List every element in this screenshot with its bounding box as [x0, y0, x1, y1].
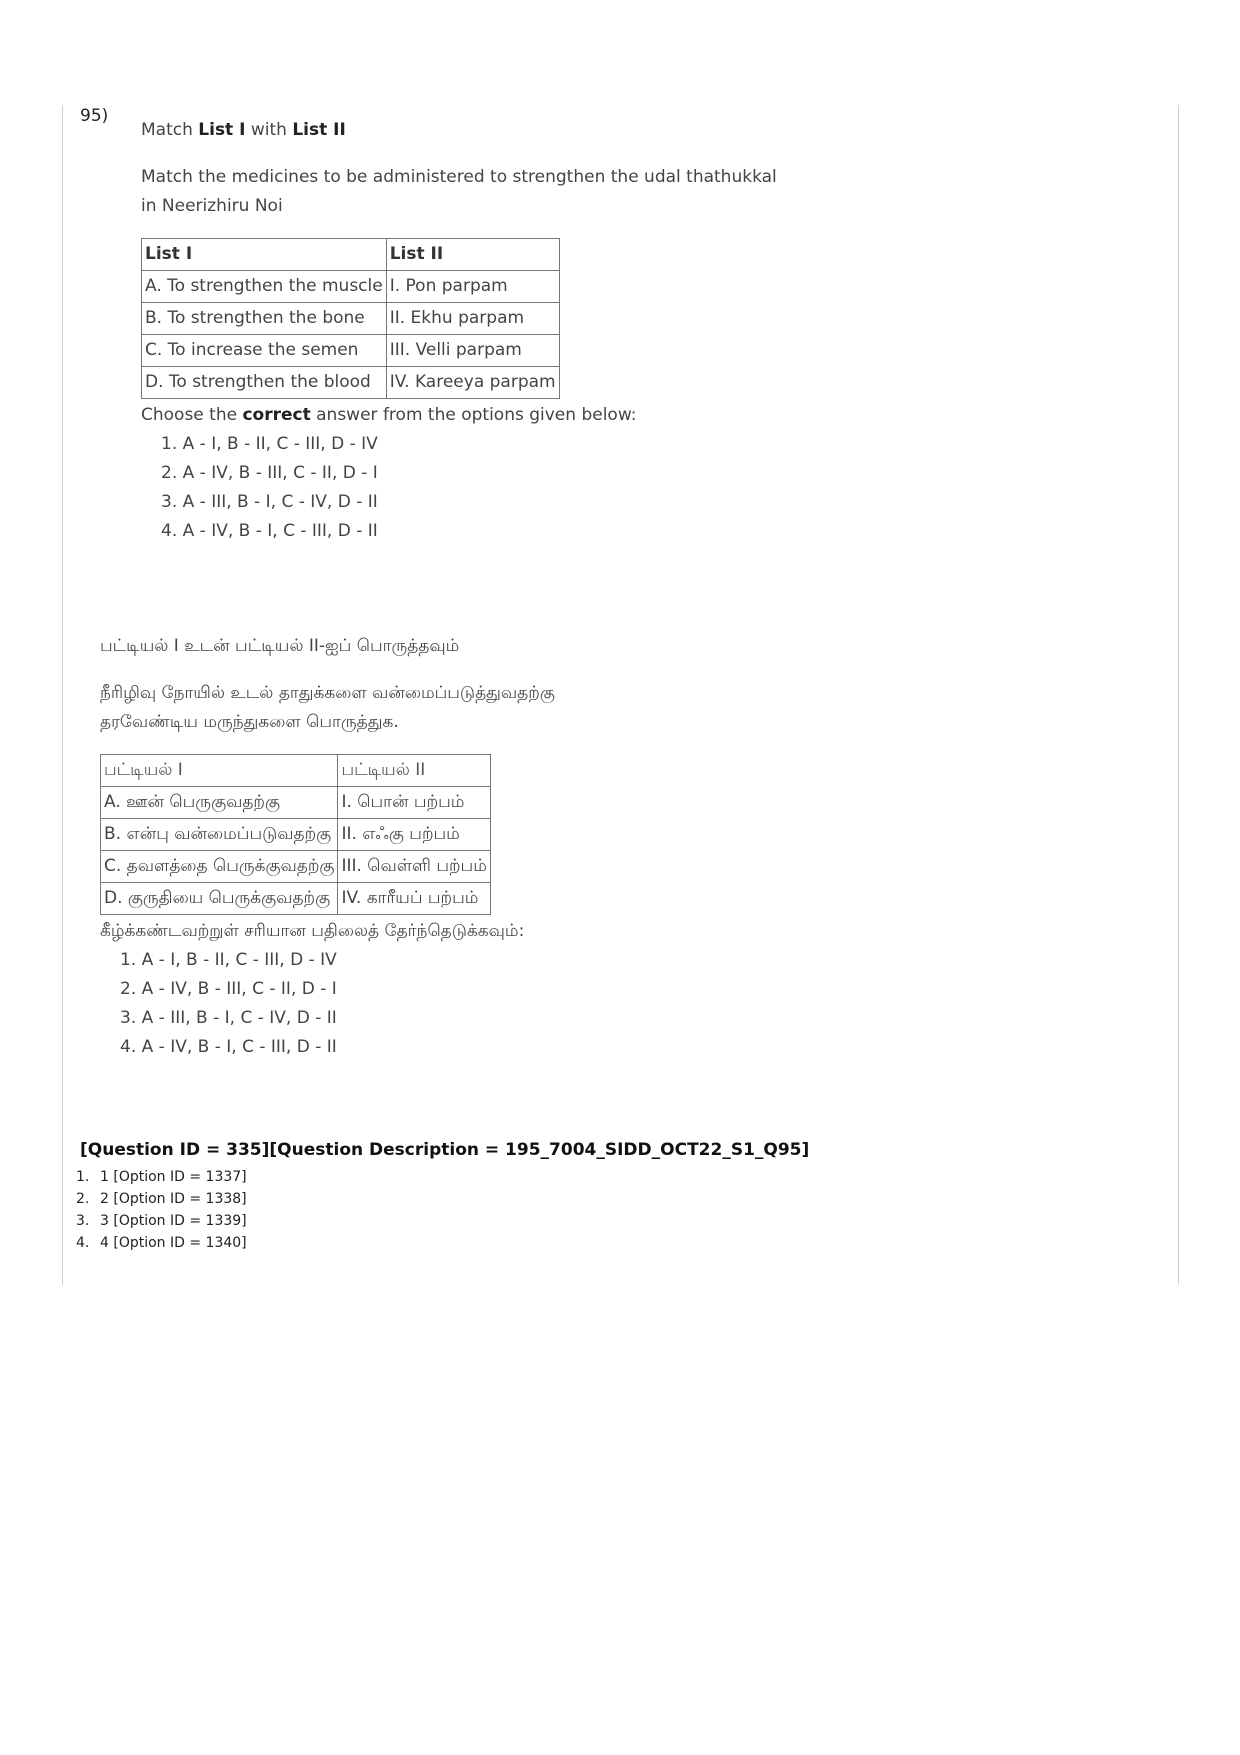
tamil-section — [100, 632, 820, 1062]
english-section — [141, 116, 841, 546]
table-cell: II. Ekhu parpam — [386, 303, 559, 335]
table-row — [142, 271, 560, 303]
table-cell: B. என்பு வன்மைப்படுவதற்கு — [101, 819, 338, 851]
question-meta: [Question ID = 335][Question Description = 195_7004_SIDD_OCT22_S1_Q95] — [80, 1140, 810, 1160]
tamil-heading: பட்டியல் I உடன் பட்டியல் II-ஐப் பொருத்தவும் — [100, 636, 460, 656]
table-cell: C. தவளத்தை பெருக்குவதற்கு — [101, 851, 338, 883]
table-cell: III. வெள்ளி பற்பம் — [338, 851, 490, 883]
answer-options-list — [76, 1166, 247, 1254]
table-cell: D. To strengthen the blood — [142, 367, 387, 399]
table-cell: C. To increase the semen — [142, 335, 387, 367]
table-cell: IV. Kareeya parpam — [386, 367, 559, 399]
choose-text: Choose the — [141, 405, 243, 425]
table-header-cell: List II — [386, 239, 559, 271]
heading-bold-list-ii: List II — [292, 120, 346, 140]
option-item: 3. A - III, B - I, C - IV, D - II — [161, 492, 378, 512]
answer-option — [76, 1188, 247, 1210]
table-row — [142, 303, 560, 335]
table-header-cell: பட்டியல் II — [338, 755, 490, 787]
table-cell: I. பொன் பற்பம் — [338, 787, 490, 819]
option-item: 1. A - I, B - II, C - III, D - IV — [120, 950, 337, 970]
table-cell: I. Pon parpam — [386, 271, 559, 303]
answer-text: 3 [Option ID = 1339] — [100, 1213, 247, 1229]
option-item: 4. A - IV, B - I, C - III, D - II — [120, 1037, 337, 1057]
option-item: 3. A - III, B - I, C - IV, D - II — [120, 1008, 337, 1028]
answer-number: 4. — [76, 1235, 90, 1251]
heading-text: with — [245, 120, 293, 140]
table-cell: B. To strengthen the bone — [142, 303, 387, 335]
heading-text: Match — [141, 120, 199, 140]
tamil-description — [100, 679, 820, 737]
frame-left-border — [62, 105, 63, 1285]
description-line: நீரிழிவு நோயில் உடல் தாதுக்களை வன்மைப்படுத்துவதற்கு — [100, 683, 555, 703]
choose-bold-correct: correct — [242, 405, 311, 425]
answer-number: 3. — [76, 1213, 90, 1229]
table-row — [101, 883, 491, 915]
table-header-row — [101, 755, 491, 787]
tamil-match-table — [100, 754, 491, 915]
option-item: 1. A - I, B - II, C - III, D - IV — [161, 434, 378, 454]
table-cell: A. ஊன் பெருகுவதற்கு — [101, 787, 338, 819]
table-cell: A. To strengthen the muscle — [142, 271, 387, 303]
option-item: 2. A - IV, B - III, C - II, D - I — [161, 463, 378, 483]
description-line: in Neerizhiru Noi — [141, 196, 283, 216]
frame-right-border — [1178, 105, 1179, 1285]
answer-text: 1 [Option ID = 1337] — [100, 1169, 247, 1185]
table-cell: D. குருதியை பெருக்குவதற்கு — [101, 883, 338, 915]
table-header-cell: List I — [142, 239, 387, 271]
description-line: Match the medicines to be administered to strengthen the udal thathukkal — [141, 167, 777, 187]
english-heading — [141, 116, 841, 145]
table-cell: IV. காரீயப் பற்பம் — [338, 883, 490, 915]
table-header-cell: பட்டியல் I — [101, 755, 338, 787]
english-match-table — [141, 238, 560, 399]
english-options-list — [141, 430, 841, 546]
answer-text: 4 [Option ID = 1340] — [100, 1235, 247, 1251]
heading-bold-list-i: List I — [198, 120, 246, 140]
answer-option — [76, 1166, 247, 1188]
table-row — [142, 367, 560, 399]
answer-option — [76, 1210, 247, 1232]
table-header-row — [142, 239, 560, 271]
table-cell: II. எஃகு பற்பம் — [338, 819, 490, 851]
english-choose-instruction — [141, 401, 841, 430]
table-row — [101, 787, 491, 819]
tamil-choose-instruction: கீழ்க்கண்டவற்றுள் சரியான பதிலைத் தேர்ந்தெடுக்கவும்: — [100, 921, 525, 941]
option-item: 2. A - IV, B - III, C - II, D - I — [120, 979, 337, 999]
answer-number: 1. — [76, 1169, 90, 1185]
option-item: 4. A - IV, B - I, C - III, D - II — [161, 521, 378, 541]
question-number: 95) — [80, 106, 109, 126]
description-line: தரவேண்டிய மருந்துகளை பொருத்துக. — [100, 712, 399, 732]
table-row — [101, 851, 491, 883]
english-description — [141, 163, 841, 221]
tamil-options-list — [100, 946, 820, 1062]
table-row — [101, 819, 491, 851]
answer-number: 2. — [76, 1191, 90, 1207]
table-row — [142, 335, 560, 367]
answer-option — [76, 1232, 247, 1254]
answer-text: 2 [Option ID = 1338] — [100, 1191, 247, 1207]
choose-text: answer from the options given below: — [310, 405, 637, 425]
table-cell: III. Velli parpam — [386, 335, 559, 367]
